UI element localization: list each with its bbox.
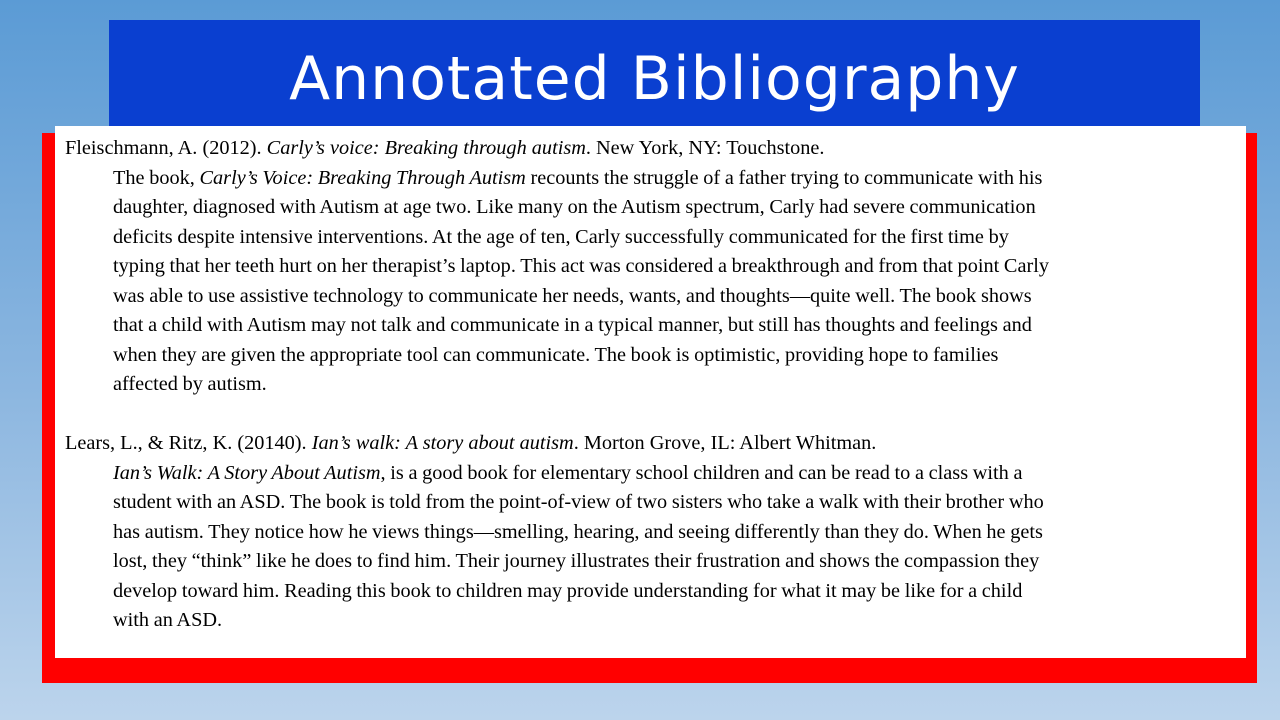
citation-authors: Fleischmann, A. (2012). [65,137,267,159]
annotation-2 [113,459,1237,636]
annotation-line: when they are given the appropriate tool can communicate. The book is optimistic, providing hope to families [113,343,999,366]
annotation-book-title: Ian’s Walk: A Story About Autism [113,461,381,484]
title-banner [109,20,1200,126]
annotation-line [113,164,1237,194]
annotation-line: lost, they “think” like he does to find him. Their journey illustrates their frustration and shows the compassion they [113,550,1040,572]
annotation-line: was able to use assistive technology to communicate her needs, wants, and thoughts—quite well. The book shows [113,284,1032,307]
annotation-line: develop toward him. Reading this book to children may provide understanding for what it may be like for a child [113,579,1023,602]
annotation-text: , is a good book for elementary school children and can be read to a class with a [380,461,1023,484]
citation-2 [65,429,1237,459]
annotation-line: student with an ASD. The book is told from the point-of-view of two sisters who take a walk with their brother who [113,491,1044,513]
annotation-line [113,459,1237,489]
citation-authors: Lears, L., & Ritz, K. (20140). [65,432,312,454]
citation-book-title: Carly’s voice: Breaking through autism [266,137,586,159]
annotation-text: The book, [113,166,200,189]
annotation-book-title: Carly’s Voice: Breaking Through Autism [199,166,526,189]
bibliography [65,134,1237,636]
annotation-text: recounts the struggle of a father trying to communicate with his [525,166,1043,189]
annotation-line: has autism. They notice how he views things—smelling, hearing, and seeing differently than they do. When he gets [113,520,1043,543]
content-box [55,126,1246,658]
bibliography-entry-2 [65,429,1237,636]
citation-book-title: Ian’s walk: A story about autism [311,432,574,454]
annotation-line: with an ASD. [113,609,223,631]
citation-1 [65,134,1237,164]
annotation-line: daughter, diagnosed with Autism at age two. Like many on the Autism spectrum, Carly had severe communication [113,196,1036,218]
citation-publisher: . New York, NY: Touchstone. [585,137,825,159]
annotation-line: typing that her teeth hurt on her therapist’s laptop. This act was considered a breakthrough and from that point Carly [113,255,1049,277]
slide-title: Annotated Bibliography [289,44,1020,114]
annotation-line: deficits despite intensive interventions. At the age of ten, Carly successfully communicated for the first time by [113,225,1009,248]
annotation-1 [113,164,1237,400]
annotation-line: that a child with Autism may not talk and communicate in a typical manner, but still has thoughts and feelings and [113,314,1032,336]
bibliography-entry-1 [65,134,1237,400]
citation-publisher: . Morton Grove, IL: Albert Whitman. [573,432,877,454]
annotation-line: affected by autism. [113,373,267,395]
